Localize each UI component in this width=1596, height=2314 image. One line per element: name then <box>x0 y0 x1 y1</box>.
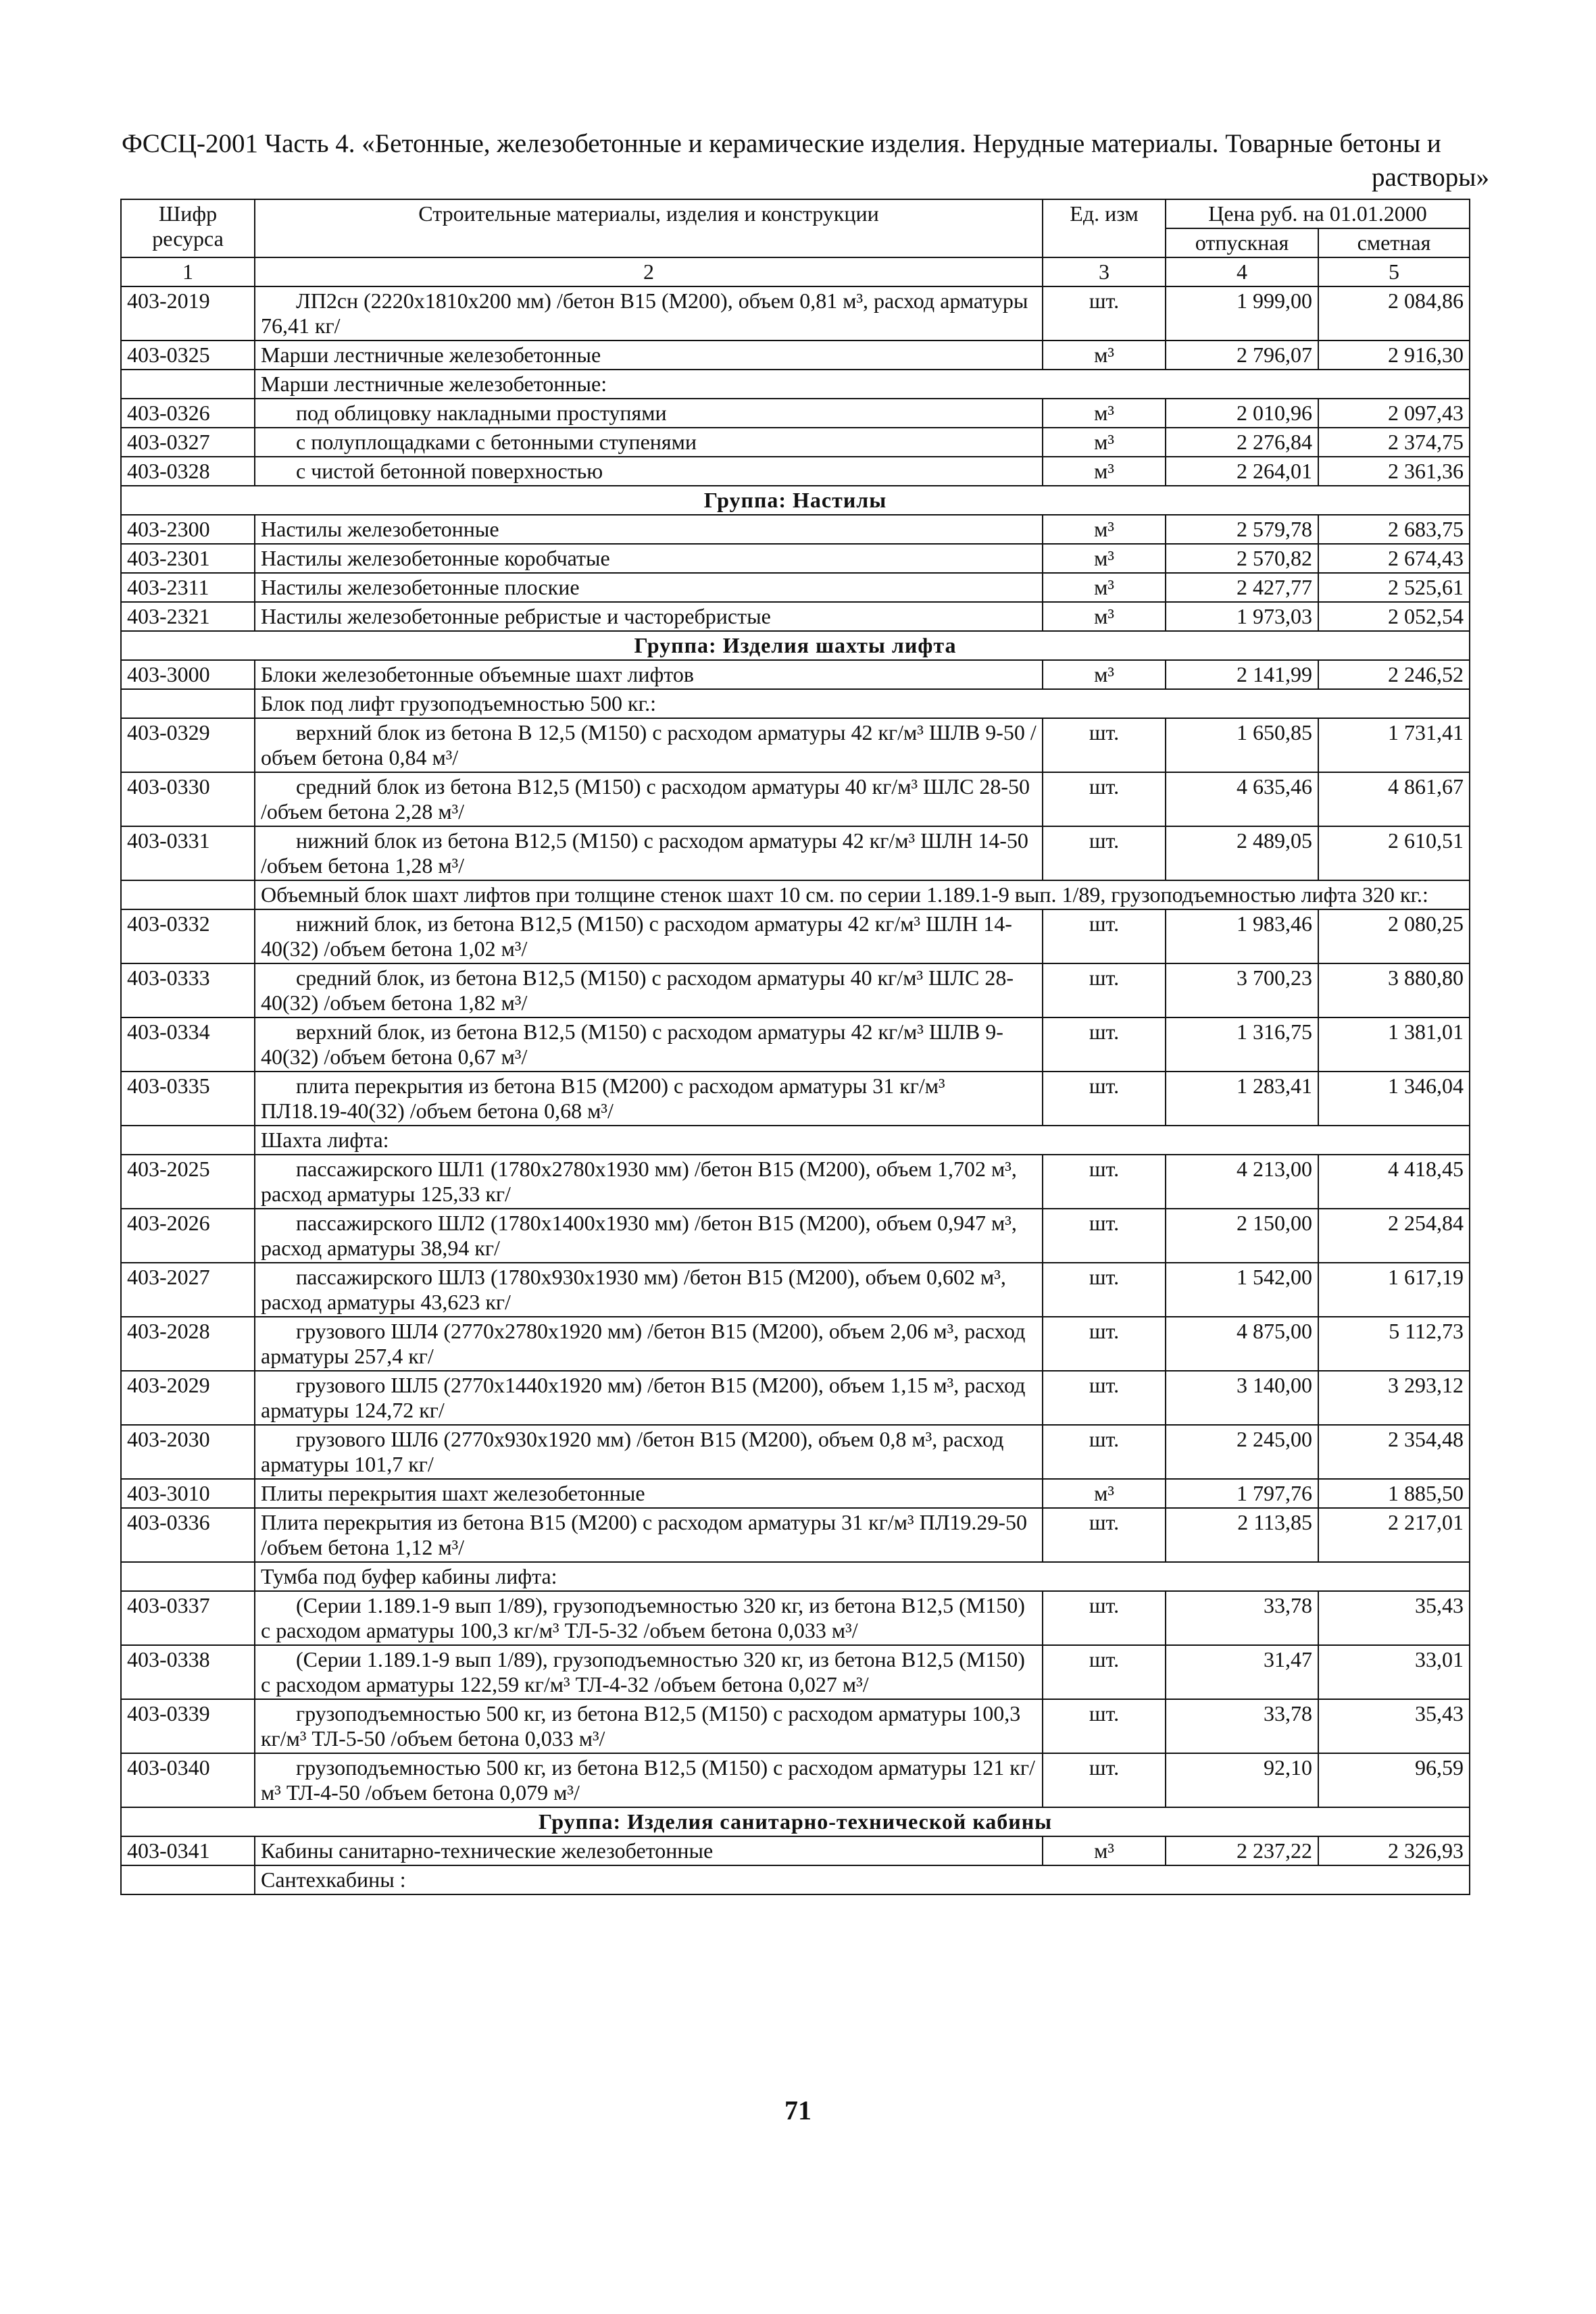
price-release: 31,47 <box>1166 1645 1318 1699</box>
price-release: 2 245,00 <box>1166 1425 1318 1479</box>
resource-code: 403-2027 <box>121 1263 255 1317</box>
price-release: 2 427,77 <box>1166 573 1318 602</box>
price-release: 2 010,96 <box>1166 399 1318 428</box>
column-numbers-row <box>121 257 1470 286</box>
subheading-row <box>121 880 1470 909</box>
price-release: 1 542,00 <box>1166 1263 1318 1317</box>
item-name: нижний блок из бетона В12,5 (М150) с расходом арматуры 42 кг/м³ ШЛН 14-50 /объем бетона 1,28 м³/ <box>255 826 1043 880</box>
price-release: 2 264,01 <box>1166 457 1318 486</box>
subheading: Марши лестничные железобетонные: <box>255 370 1470 399</box>
item-name: ЛП2сн (2220х1810х200 мм) /бетон В15 (М200), объем 0,81 м³, расход арматуры 76,41 кг/ <box>255 286 1043 341</box>
resource-code: 403-2029 <box>121 1371 255 1425</box>
resource-code: 403-2028 <box>121 1317 255 1371</box>
price-estimate: 1 381,01 <box>1318 1017 1470 1072</box>
resource-code: 403-0331 <box>121 826 255 880</box>
price-estimate: 1 885,50 <box>1318 1479 1470 1508</box>
price-release: 2 237,22 <box>1166 1836 1318 1865</box>
table-row <box>121 1017 1470 1072</box>
resource-code: 403-0335 <box>121 1072 255 1126</box>
resource-code: 403-2026 <box>121 1209 255 1263</box>
subheading-row <box>121 1562 1470 1591</box>
unit: м³ <box>1043 544 1166 573</box>
price-estimate: 2 525,61 <box>1318 573 1470 602</box>
table-row <box>121 341 1470 370</box>
price-estimate: 2 326,93 <box>1318 1836 1470 1865</box>
price-estimate: 2 254,84 <box>1318 1209 1470 1263</box>
price-estimate: 2 246,52 <box>1318 660 1470 689</box>
subheading: Сантехкабины : <box>255 1865 1470 1894</box>
col-number: 5 <box>1318 257 1470 286</box>
unit: м³ <box>1043 660 1166 689</box>
item-name: Марши лестничные железобетонные <box>255 341 1043 370</box>
price-release: 1 283,41 <box>1166 1072 1318 1126</box>
unit: шт. <box>1043 1072 1166 1126</box>
resource-code: 403-2025 <box>121 1155 255 1209</box>
item-name: Настилы железобетонные ребристые и часторебристые <box>255 602 1043 631</box>
price-release: 4 875,00 <box>1166 1317 1318 1371</box>
price-estimate: 2 080,25 <box>1318 909 1470 963</box>
price-estimate: 1 731,41 <box>1318 718 1470 772</box>
price-table <box>120 199 1470 1895</box>
header-price: Цена руб. на 01.01.2000 <box>1166 199 1470 228</box>
item-name: грузового ШЛ5 (2770х1440х1920 мм) /бетон В15 (М200), объем 1,15 м³, расход арматуры 124,72 кг/ <box>255 1371 1043 1425</box>
price-release: 1 797,76 <box>1166 1479 1318 1508</box>
price-release: 1 973,03 <box>1166 602 1318 631</box>
empty-cell <box>121 1562 255 1591</box>
col-number: 1 <box>121 257 255 286</box>
item-name: с полуплощадками с бетонными ступенями <box>255 428 1043 457</box>
unit: шт. <box>1043 909 1166 963</box>
group-heading-row <box>121 631 1470 660</box>
price-estimate: 5 112,73 <box>1318 1317 1470 1371</box>
price-estimate: 4 861,67 <box>1318 772 1470 826</box>
subheading-row <box>121 689 1470 718</box>
price-release: 2 796,07 <box>1166 341 1318 370</box>
table-row <box>121 1479 1470 1508</box>
header-price-estimate: сметная <box>1318 228 1470 257</box>
price-release: 33,78 <box>1166 1591 1318 1645</box>
item-name: пассажирского ШЛ1 (1780х2780х1930 мм) /бетон В15 (М200), объем 1,702 м³, расход арматуры 125,33 кг/ <box>255 1155 1043 1209</box>
item-name: плита перекрытия из бетона В15 (М200) с расходом арматуры 31 кг/м³ ПЛ18.19-40(32) /объем бетона 0,68 м³/ <box>255 1072 1043 1126</box>
table-row <box>121 909 1470 963</box>
price-estimate: 2 610,51 <box>1318 826 1470 880</box>
subheading: Тумба под буфер кабины лифта: <box>255 1562 1470 1591</box>
item-name: средний блок, из бетона В12,5 (М150) с расходом арматуры 40 кг/м³ ШЛС 28-40(32) /объем бетона 1,82 м³/ <box>255 963 1043 1017</box>
price-release: 92,10 <box>1166 1753 1318 1807</box>
unit: м³ <box>1043 341 1166 370</box>
unit: м³ <box>1043 515 1166 544</box>
resource-code: 403-2030 <box>121 1425 255 1479</box>
price-estimate: 2 052,54 <box>1318 602 1470 631</box>
price-estimate: 4 418,45 <box>1318 1155 1470 1209</box>
table-row <box>121 573 1470 602</box>
item-name: грузоподъемностью 500 кг, из бетона В12,5 (М150) с расходом арматуры 121 кг/м³ ТЛ-4-50 /объем бетона 0,079 м³/ <box>255 1753 1043 1807</box>
group-heading: Группа: Изделия санитарно-технической кабины <box>121 1807 1470 1836</box>
unit: шт. <box>1043 718 1166 772</box>
price-estimate: 1 617,19 <box>1318 1263 1470 1317</box>
table-row <box>121 602 1470 631</box>
item-name: пассажирского ШЛ2 (1780х1400х1930 мм) /бетон В15 (М200), объем 0,947 м³, расход арматуры 38,94 кг/ <box>255 1209 1043 1263</box>
table-row <box>121 1753 1470 1807</box>
unit: шт. <box>1043 286 1166 341</box>
item-name: с чистой бетонной поверхностью <box>255 457 1043 486</box>
table-row <box>121 1836 1470 1865</box>
unit: шт. <box>1043 1645 1166 1699</box>
subheading: Блок под лифт грузоподъемностью 500 кг.: <box>255 689 1470 718</box>
price-release: 3 140,00 <box>1166 1371 1318 1425</box>
unit: м³ <box>1043 457 1166 486</box>
header-line-1: ФССЦ-2001 Часть 4. «Бетонные, железобетонные и керамические изделия. Нерудные материалы. Товарные бетоны и <box>122 129 1441 158</box>
table-row <box>121 1371 1470 1425</box>
item-name: грузоподъемностью 500 кг, из бетона В12,5 (М150) с расходом арматуры 100,3 кг/м³ ТЛ-5-50 /объем бетона 0,033 м³/ <box>255 1699 1043 1753</box>
resource-code: 403-0326 <box>121 399 255 428</box>
table-row <box>121 399 1470 428</box>
unit: м³ <box>1043 399 1166 428</box>
group-heading: Группа: Настилы <box>121 486 1470 515</box>
price-estimate: 2 084,86 <box>1318 286 1470 341</box>
price-release: 1 316,75 <box>1166 1017 1318 1072</box>
subheading-row <box>121 370 1470 399</box>
resource-code: 403-0341 <box>121 1836 255 1865</box>
price-estimate: 2 217,01 <box>1318 1508 1470 1562</box>
group-heading: Группа: Изделия шахты лифта <box>121 631 1470 660</box>
table-row <box>121 718 1470 772</box>
resource-code: 403-2301 <box>121 544 255 573</box>
item-name: верхний блок из бетона В 12,5 (М150) с расходом арматуры 42 кг/м³ ШЛВ 9-50 /объем бетона 0,84 м³/ <box>255 718 1043 772</box>
table-header-row <box>121 199 1470 228</box>
item-name: Настилы железобетонные плоские <box>255 573 1043 602</box>
price-estimate: 2 674,43 <box>1318 544 1470 573</box>
item-name: средний блок из бетона В12,5 (М150) с расходом арматуры 40 кг/м³ ШЛС 28-50 /объем бетона 2,28 м³/ <box>255 772 1043 826</box>
price-release: 4 635,46 <box>1166 772 1318 826</box>
unit: м³ <box>1043 1836 1166 1865</box>
price-release: 2 276,84 <box>1166 428 1318 457</box>
resource-code: 403-0329 <box>121 718 255 772</box>
price-estimate: 3 880,80 <box>1318 963 1470 1017</box>
unit: шт. <box>1043 1371 1166 1425</box>
price-release: 2 113,85 <box>1166 1508 1318 1562</box>
resource-code: 403-0330 <box>121 772 255 826</box>
resource-code: 403-0328 <box>121 457 255 486</box>
table-row <box>121 1645 1470 1699</box>
empty-cell <box>121 370 255 399</box>
unit: шт. <box>1043 1209 1166 1263</box>
item-name: нижний блок, из бетона В12,5 (М150) с расходом арматуры 42 кг/м³ ШЛН 14-40(32) /объем бетона 1,02 м³/ <box>255 909 1043 963</box>
resource-code: 403-2321 <box>121 602 255 631</box>
subheading: Объемный блок шахт лифтов при толщине стенок шахт 10 см. по серии 1.189.1-9 вып. 1/89, грузоподъемностью лифта 320 кг.: <box>255 880 1470 909</box>
price-release: 3 700,23 <box>1166 963 1318 1017</box>
unit: м³ <box>1043 1479 1166 1508</box>
table-row <box>121 1699 1470 1753</box>
resource-code: 403-3010 <box>121 1479 255 1508</box>
table-row <box>121 660 1470 689</box>
item-name: Плита перекрытия из бетона В15 (М200) с расходом арматуры 31 кг/м³ ПЛ19.29-50 /объем бетона 1,12 м³/ <box>255 1508 1043 1562</box>
header-price-release: отпускная <box>1166 228 1318 257</box>
price-release: 2 579,78 <box>1166 515 1318 544</box>
resource-code: 403-0336 <box>121 1508 255 1562</box>
price-estimate: 2 354,48 <box>1318 1425 1470 1479</box>
price-estimate: 2 683,75 <box>1318 515 1470 544</box>
unit: шт. <box>1043 1317 1166 1371</box>
price-release: 1 999,00 <box>1166 286 1318 341</box>
empty-cell <box>121 1126 255 1155</box>
header-code: Шифр ресурса <box>121 199 255 257</box>
item-name: под облицовку накладными проступями <box>255 399 1043 428</box>
item-name: Настилы железобетонные <box>255 515 1043 544</box>
price-release: 4 213,00 <box>1166 1155 1318 1209</box>
unit: шт. <box>1043 1699 1166 1753</box>
item-name: Плиты перекрытия шахт железобетонные <box>255 1479 1043 1508</box>
item-name: Блоки железобетонные объемные шахт лифтов <box>255 660 1043 689</box>
table-row <box>121 286 1470 341</box>
header-line-2: растворы» <box>1371 163 1489 192</box>
subheading-row <box>121 1126 1470 1155</box>
price-estimate: 35,43 <box>1318 1699 1470 1753</box>
resource-code: 403-0338 <box>121 1645 255 1699</box>
table-row <box>121 826 1470 880</box>
table-row <box>121 963 1470 1017</box>
col-number: 2 <box>255 257 1043 286</box>
resource-code: 403-0327 <box>121 428 255 457</box>
item-name: грузового ШЛ4 (2770х2780х1920 мм) /бетон В15 (М200), объем 2,06 м³, расход арматуры 257,4 кг/ <box>255 1317 1043 1371</box>
col-number: 3 <box>1043 257 1166 286</box>
resource-code: 403-0332 <box>121 909 255 963</box>
price-estimate: 1 346,04 <box>1318 1072 1470 1126</box>
unit: м³ <box>1043 573 1166 602</box>
document-header <box>122 127 1489 195</box>
unit: шт. <box>1043 1753 1166 1807</box>
item-name: верхний блок, из бетона В12,5 (М150) с расходом арматуры 42 кг/м³ ШЛВ 9-40(32) /объем бетона 0,67 м³/ <box>255 1017 1043 1072</box>
table-row <box>121 544 1470 573</box>
table-row <box>121 772 1470 826</box>
resource-code: 403-0334 <box>121 1017 255 1072</box>
price-release: 33,78 <box>1166 1699 1318 1753</box>
empty-cell <box>121 689 255 718</box>
resource-code: 403-0333 <box>121 963 255 1017</box>
page-number: 71 <box>784 2095 812 2126</box>
price-estimate: 3 293,12 <box>1318 1371 1470 1425</box>
price-estimate: 33,01 <box>1318 1645 1470 1699</box>
item-name: Кабины санитарно-технические железобетонные <box>255 1836 1043 1865</box>
table-row <box>121 1317 1470 1371</box>
item-name: (Серии 1.189.1-9 вып 1/89), грузоподъемностью 320 кг, из бетона В12,5 (М150) с расходом арматуры 100,3 кг/м³ ТЛ-5-32 /объем бетона 0,033 м³/ <box>255 1591 1043 1645</box>
unit: шт. <box>1043 826 1166 880</box>
resource-code: 403-0340 <box>121 1753 255 1807</box>
header-name: Строительные материалы, изделия и конструкции <box>255 199 1043 257</box>
header-unit: Ед. изм <box>1043 199 1166 257</box>
price-release: 2 150,00 <box>1166 1209 1318 1263</box>
unit: шт. <box>1043 1155 1166 1209</box>
resource-code: 403-0337 <box>121 1591 255 1645</box>
resource-code: 403-2300 <box>121 515 255 544</box>
resource-code: 403-3000 <box>121 660 255 689</box>
unit: шт. <box>1043 1591 1166 1645</box>
unit: шт. <box>1043 1263 1166 1317</box>
price-release: 1 983,46 <box>1166 909 1318 963</box>
table-row <box>121 1072 1470 1126</box>
unit: шт. <box>1043 1425 1166 1479</box>
resource-code: 403-0325 <box>121 341 255 370</box>
col-number: 4 <box>1166 257 1318 286</box>
resource-code: 403-2019 <box>121 286 255 341</box>
price-estimate: 2 374,75 <box>1318 428 1470 457</box>
resource-code: 403-0339 <box>121 1699 255 1753</box>
unit: шт. <box>1043 1017 1166 1072</box>
price-release: 2 141,99 <box>1166 660 1318 689</box>
table-row <box>121 1209 1470 1263</box>
table-row <box>121 515 1470 544</box>
subheading-row <box>121 1865 1470 1894</box>
price-release: 2 489,05 <box>1166 826 1318 880</box>
resource-code: 403-2311 <box>121 573 255 602</box>
item-name: пассажирского ШЛ3 (1780х930х1930 мм) /бетон В15 (М200), объем 0,602 м³, расход арматуры 43,623 кг/ <box>255 1263 1043 1317</box>
item-name: (Серии 1.189.1-9 вып 1/89), грузоподъемностью 320 кг, из бетона В12,5 (М150) с расходом арматуры 122,59 кг/м³ ТЛ-4-32 /объем бетона 0,027 м³/ <box>255 1645 1043 1699</box>
price-release: 2 570,82 <box>1166 544 1318 573</box>
table-row <box>121 1425 1470 1479</box>
table-row <box>121 457 1470 486</box>
table-row <box>121 1263 1470 1317</box>
unit: м³ <box>1043 602 1166 631</box>
unit: шт. <box>1043 1508 1166 1562</box>
unit: шт. <box>1043 963 1166 1017</box>
price-estimate: 2 916,30 <box>1318 341 1470 370</box>
price-estimate: 96,59 <box>1318 1753 1470 1807</box>
table-row <box>121 428 1470 457</box>
table-row <box>121 1155 1470 1209</box>
table-row <box>121 1591 1470 1645</box>
group-heading-row <box>121 1807 1470 1836</box>
price-estimate: 35,43 <box>1318 1591 1470 1645</box>
price-release: 1 650,85 <box>1166 718 1318 772</box>
item-name: грузового ШЛ6 (2770х930х1920 мм) /бетон В15 (М200), объем 0,8 м³, расход арматуры 101,7 кг/ <box>255 1425 1043 1479</box>
table-row <box>121 1508 1470 1562</box>
price-estimate: 2 361,36 <box>1318 457 1470 486</box>
empty-cell <box>121 1865 255 1894</box>
price-estimate: 2 097,43 <box>1318 399 1470 428</box>
item-name: Настилы железобетонные коробчатые <box>255 544 1043 573</box>
empty-cell <box>121 880 255 909</box>
group-heading-row <box>121 486 1470 515</box>
unit: шт. <box>1043 772 1166 826</box>
subheading: Шахта лифта: <box>255 1126 1470 1155</box>
unit: м³ <box>1043 428 1166 457</box>
